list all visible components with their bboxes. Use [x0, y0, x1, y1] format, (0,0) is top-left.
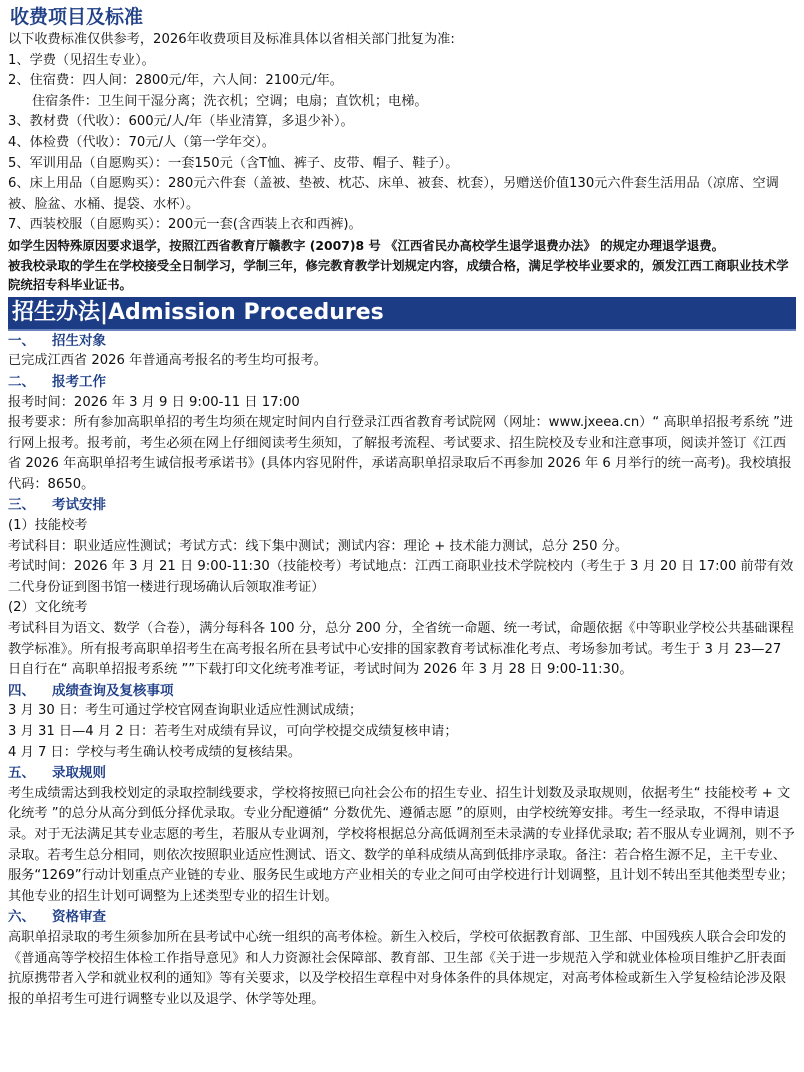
enrollment-target-text: 已完成江西省 2026 年普通高考报名的考生均可报考。: [8, 353, 327, 369]
section-title: 招生对象: [52, 332, 106, 349]
section-title: 录取规则: [52, 765, 106, 782]
score-review-line: 4 月 7 日：学校与考生确认校考成绩的复核结果。: [8, 744, 302, 760]
section-heading-admission-rules: [8, 763, 796, 784]
fees-title: 收费项目及标准: [10, 6, 144, 28]
section-number: 六、: [8, 909, 35, 926]
score-review-line: 3 月 31 日—4 月 2 日：若考生对成绩有异议，可向学校提交成绩复核申请；: [8, 724, 458, 739]
admission-rules-text: 考生成绩需达到我校划定的录取控制线要求，学校将按照已向社会公布的招生专业、招生计划数及录取规则，依据考生“ 技能校考 + 文化统考 ”的总分从高分到低分择优录取。专业分配遵循“ 分数优先、遵循志愿 ”的原则，由学校统筹安排。考生一经录取，不得申请退录。对于无法满足其专业志愿的考生，若服从专业调剂，学校将根据总分高低调剂至未录满的专业择优录取; 若不服从专业调剂，则不予录取。若考生总分相同，则依次按照职业适应性测试、语文、数学的单科成绩从高到低排序录取。备注：若合格生源不足，主干专业、服务“1269”行动计划重点产业链的专业、服务民生或地方产业相关的专业之间可由学校进行计划调整，且计划不转出至其他类型专业；其他专业的招生计划可调整为上述类型专业的招生计划。: [8, 785, 795, 904]
fee-item-bedding: 6、床上用品（自愿购买）：280元六件套（盖被、垫被、枕芯、床单、被套、枕套），另赠送价值130元六件套生活用品（凉席、空调被、脸盆、水桶、提袋、水杯）。: [8, 176, 779, 212]
section-number: 一、: [8, 332, 35, 349]
section-heading-enrollment-target: [8, 331, 796, 352]
section-heading-qualification-review: [8, 907, 796, 928]
section-number: 二、: [8, 373, 35, 390]
fee-item-medical-exam: 4、体检费（代收）：70元/人（第一学年交）。: [8, 134, 275, 150]
fee-item-military-training: 5、军训用品（自愿购买）：一套150元（含T恤、裤子、皮带、帽子、鞋子）。: [8, 155, 459, 171]
skills-exam-heading: (1）技能校考: [8, 518, 88, 534]
fee-item-accommodation-conditions: 住宿条件：卫生间干湿分离；洗衣机；空调；电扇；直饮机；电梯。: [32, 93, 428, 109]
fee-item-tuition: 1、学费（见招生专业）。: [8, 52, 155, 68]
section-title: 成绩查询及复核事项: [52, 682, 174, 699]
refund-note: 如学生因特殊原因要求退学，按照江西省教育厅赣教字 (2007)8 号 《江西省民办高校学生退学退费办法》 的规定办理退学退费。: [8, 237, 724, 253]
registration-requirements: 报考要求：所有参加高职单招的考生均须在规定时间内自行登录江西省教育考试院网（网址：www.jxeea.cn）“ 高职单招报考系统 ”进行网上报考。报考前，考生必须在网上仔细阅读考生须知，了解报考流程、考试要求、招生院校及专业和注意事项，阅读并签订《江西省 2026 年高职单招考生诚信报考承诺书》(具体内容见附件，承诺高职单招录取后不再参加 2026 年 6 月举行的统一高考)。我校填报代码：8650。: [8, 415, 794, 492]
section-number: 五、: [8, 765, 35, 782]
fee-item-textbooks: 3、教材费（代收）：600元/人/年（毕业清算，多退少补）。: [8, 114, 354, 130]
section-title: 考试安排: [52, 497, 106, 514]
section-number: 三、: [8, 497, 35, 514]
fees-intro: 以下收费标准仅供参考，2026年收费项目及标准具体以省相关部门批复为准:: [8, 32, 455, 47]
culture-exam-text: 考试科目为语文、数学（合卷），满分每科各 100 分，总分 200 分，全省统一命题、统一考试，命题依据《中等职业学校公共基础课程教学标准》。所有报考高职单招考生在高考报名所在县考试中心安排的国家教育考试标准化考点、考场参加考试。考生于 3 月 23—27 日自行在“ 高职单招报考系统 ””下载打印文化统考准考证，考试时间为 2026 年 3 月 28 日 9:00-11:30。: [8, 621, 794, 678]
culture-exam-heading: (2）文化统考: [8, 600, 88, 616]
graduation-note: 被我校录取的学生在学校接受全日制学习，学制三年，修完教育教学计划规定内容，成绩合格，满足学校毕业要求的，颁发江西工商职业技术学院统招专科毕业证书。: [8, 257, 789, 293]
section-number: 四、: [8, 682, 35, 699]
skills-exam-subjects: 考试科目：职业适应性测试；考试方式：线下集中测试；测试内容：理论 + 技术能力测试，总分 250 分。: [8, 538, 629, 554]
section-heading-exam-arrangement: [8, 495, 796, 516]
score-review-line: 3 月 30 日：考生可通过学校官网查询职业适应性测试成绩；: [8, 703, 363, 719]
admission-section-banner: [8, 297, 796, 331]
admission-banner-title: 招生办法|Admission Procedures: [12, 299, 384, 325]
section-heading-score-review: [8, 681, 796, 702]
fee-item-uniform: 7、西装校服（自愿购买）：200元一套(含西装上衣和西裤)。: [8, 217, 362, 233]
registration-time: 报考时间：2026 年 3 月 9 日 9:00-11 日 17:00: [8, 394, 300, 410]
fee-item-accommodation: 2、住宿费：四人间：2800元/年，六人间：2100元/年。: [8, 73, 343, 89]
qualification-review-text: 高职单招录取的考生须参加所在县考试中心统一组织的高考体检。新生入校后，学校可依据教育部、卫生部、中国残疾人联合会印发的《普通高等学校招生体检工作指导意见》和人力资源社会保障部、教育部、卫生部《关于进一步规范入学和就业体检项目维护乙肝表面抗原携带者入学和就业权利的通知》等有关要求，以及学校招生章程中对身体条件的具体规定，对高考体检或新生入学复检结论涉及限报的单招考生可进行调整专业以及退学、休学等处理。: [8, 929, 787, 1007]
section-heading-registration: [8, 372, 796, 393]
skills-exam-time-location: 考试时间：2026 年 3 月 21 日 9:00-11:30（技能校考）考试地点：江西工商职业技术学院校内（考生于 3 月 20 日 17:00 前带有效二代身份证到图书馆一楼进行现场确认后领取准考证）: [8, 559, 794, 595]
section-title: 资格审查: [52, 909, 106, 926]
section-title: 报考工作: [52, 373, 106, 390]
